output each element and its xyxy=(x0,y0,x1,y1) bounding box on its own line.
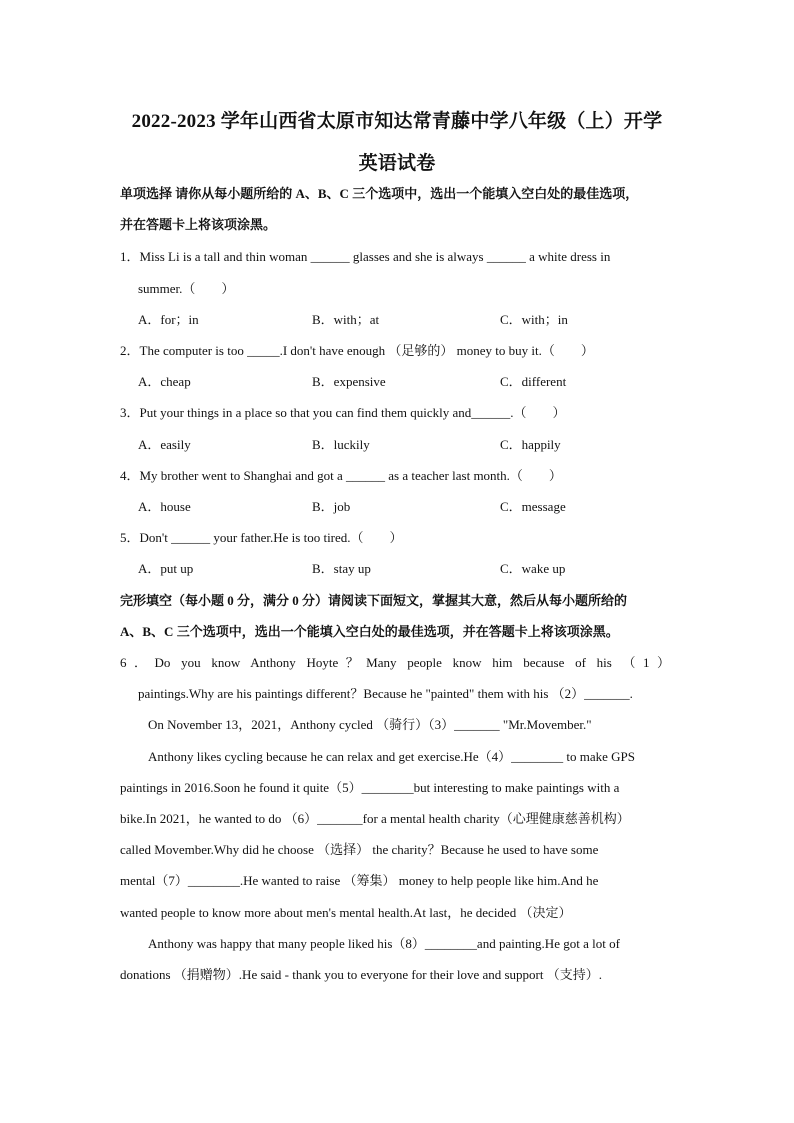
question-2-option-a: A．cheap xyxy=(138,374,191,389)
question-1-option-a: A．for；in xyxy=(138,312,199,327)
question-2-option-c: C．different xyxy=(500,374,567,389)
question-3-option-a: A．easily xyxy=(138,437,191,452)
question-4-option-b: B．job xyxy=(312,499,351,514)
passage-line-11: donations （捐赠物）.He said - thank you to everyone for their love and support （支持）. xyxy=(120,967,602,982)
section2-instruction-line1: 完形填空（每小题 0 分，满分 0 分）请阅读下面短文，掌握其大意，然后从每小题所给的 xyxy=(120,593,628,608)
question-4-option-c: C．message xyxy=(500,499,566,514)
question-2-stem: 2．The computer is too _____.I don't have enough （足够的） money to buy it.（ ） xyxy=(120,343,594,358)
passage-line-3: On November 13，2021，Anthony cycled （骑行）（3）_______ "Mr.Movember." xyxy=(148,717,592,732)
passage-line-1: 6．Do you know Anthony Hoyte？Many people know him because of his （1） xyxy=(120,655,670,670)
passage-line-7: called Movember.Why did he choose （选择） the charity？Because he used to have some xyxy=(120,842,599,857)
question-3-option-b: B．luckily xyxy=(312,437,370,452)
question-2-option-b: B．expensive xyxy=(312,374,386,389)
question-4-stem: 4．My brother went to Shanghai and got a ______ as a teacher last month.（ ） xyxy=(120,468,562,483)
question-1-stem-line1: 1．Miss Li is a tall and thin woman ______ glasses and she is always ______ a white dress in xyxy=(120,249,611,264)
question-3-option-c: C．happily xyxy=(500,437,561,452)
question-1-option-c: C．with；in xyxy=(500,312,568,327)
section1-instruction-line2: 并在答题卡上将该项涂黑。 xyxy=(120,217,277,232)
section2-instruction-line2: A、B、C 三个选项中，选出一个能填入空白处的最佳选项，并在答题卡上将该项涂黑。 xyxy=(120,624,619,639)
question-1-option-b: B．with；at xyxy=(312,312,380,327)
exam-title-line1: 2022-2023 学年山西省太原市知达常青藤中学八年级（上）开学 xyxy=(131,111,663,132)
section1-instruction-line1: 单项选择 请你从每小题所给的 A、B、C 三个选项中，选出一个能填入空白处的最佳选项， xyxy=(120,186,639,201)
passage-line-4: Anthony likes cycling because he can relax and get exercise.He（4）________ to make GPS xyxy=(148,749,635,764)
passage-line-2: paintings.Why are his paintings different？Because he "painted" them with his （2）_______. xyxy=(138,686,633,701)
question-5-option-a: A．put up xyxy=(138,561,194,576)
question-5-option-b: B．stay up xyxy=(312,561,371,576)
passage-line-8: mental（7）________.He wanted to raise （筹集） money to help people like him.And he xyxy=(120,873,599,888)
passage-line-10: Anthony was happy that many people liked his（8）________and painting.He got a lot of xyxy=(148,936,620,951)
question-3-stem: 3．Put your things in a place so that you can find them quickly and______.（ ） xyxy=(120,405,566,420)
passage-line-6: bike.In 2021，he wanted to do （6）_______for a mental health charity（心理健康慈善机构） xyxy=(120,811,630,826)
question-5-option-c: C．wake up xyxy=(500,561,566,576)
passage-line-5: paintings in 2016.Soon he found it quite（5）________but interesting to make paintings with a xyxy=(120,780,620,795)
question-1-stem-line2: summer.（ ） xyxy=(138,281,235,296)
question-5-stem: 5．Don't ______ your father.He is too tired.（ ） xyxy=(120,530,403,545)
exam-title-line2: 英语试卷 xyxy=(358,153,436,174)
question-4-option-a: A．house xyxy=(138,499,191,514)
passage-line-9: wanted people to know more about men's mental health.At last，he decided （决定） xyxy=(120,905,572,920)
